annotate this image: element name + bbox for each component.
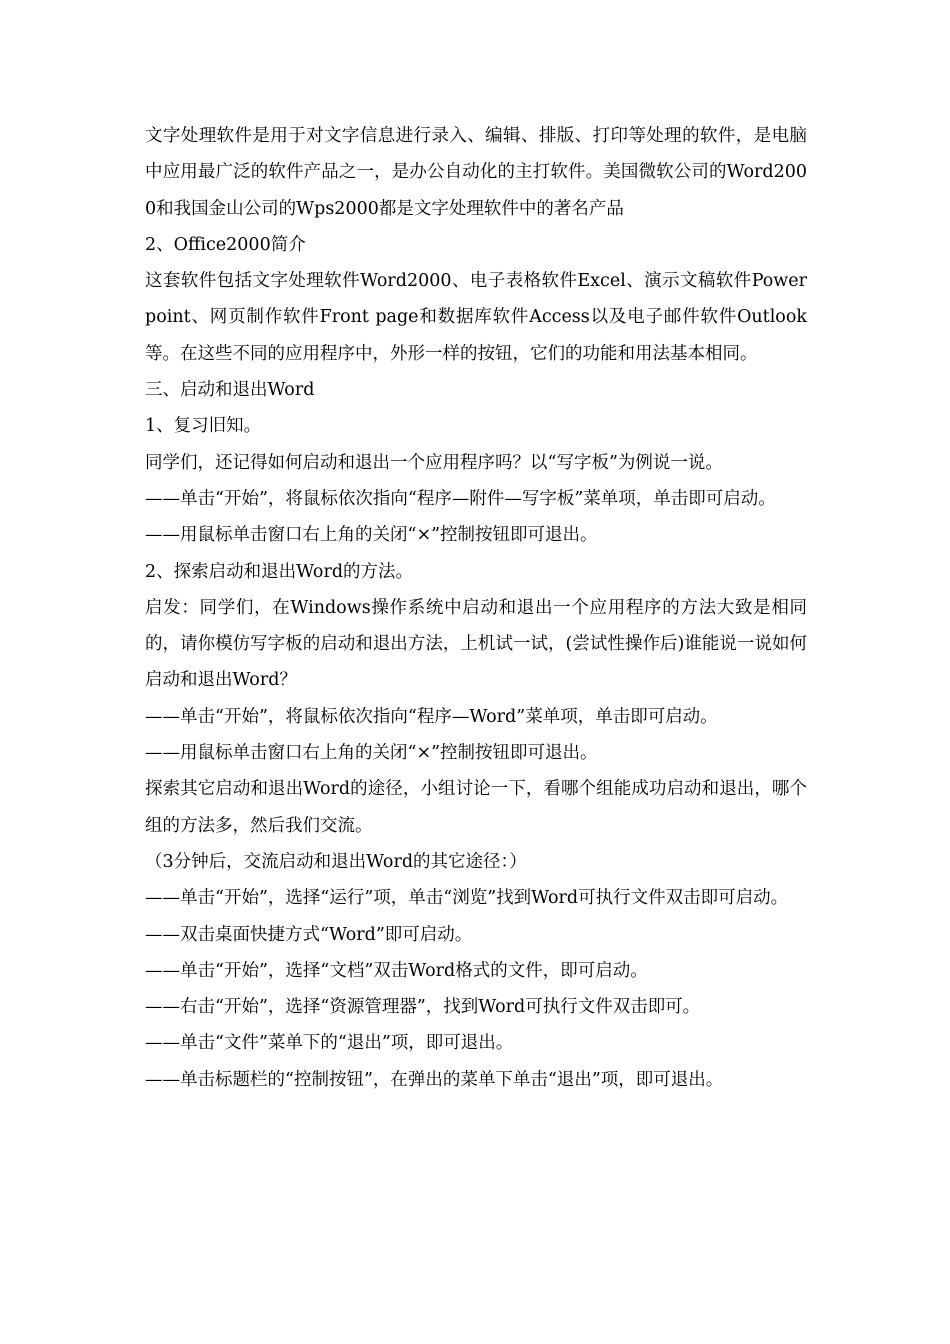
paragraph-step: ——用鼠标单击窗口右上角的关闭“×”控制按钮即可退出。 [145, 525, 598, 546]
paragraph-question: 同学们，还记得如何启动和退出一个应用程序吗？以“写字板”为例说一说。 [145, 452, 723, 473]
heading-explore: 2、探索启动和退出Word的方法。 [145, 561, 414, 582]
heading-office2000: 2、Office2000简介 [145, 234, 306, 255]
paragraph-step: ——单击“文件”菜单下的“退出”项，即可退出。 [145, 1033, 514, 1054]
paragraph-inspire: 启发：同学们，在Windows操作系统中启动和退出一个应用程序的方法大致是相同的，请你模仿写字板的启动和退出方法，上机试一试，(尝试性操作后)谁能说一说如何启动和退出Word？ [145, 597, 807, 691]
paragraph-step: ——用鼠标单击窗口右上角的关闭“×”控制按钮即可退出。 [145, 743, 598, 764]
heading-review: 1、复习旧知。 [145, 416, 262, 437]
paragraph-intro: 文字处理软件是用于对文字信息进行录入、编辑、排版、打印等处理的软件，是电脑中应用最广泛的软件产品之一，是办公自动化的主打软件。美国微软公司的Word2000和我国金山公司的Wps2000都是文字处理软件中的著名产品 [145, 126, 807, 219]
paragraph-step: ——单击“开始”，选择“运行”项，单击“浏览”找到Word可执行文件双击即可启动。 [145, 888, 789, 909]
paragraph-step: ——单击标题栏的“控制按钮”，在弹出的菜单下单击“退出”项，即可退出。 [145, 1069, 724, 1090]
paragraph-discussion: 探索其它启动和退出Word的途径，小组讨论一下，看哪个组能成功启动和退出，哪个组的方法多，然后我们交流。 [145, 779, 807, 836]
paragraph-step: ——单击“开始”，将鼠标依次指向“程序—附件—写字板”菜单项，单击即可启动。 [145, 488, 776, 509]
heading-start-exit-word: 三、启动和退出Word [145, 380, 315, 401]
paragraph-step: ——右击“开始”，选择“资源管理器”，找到Word可执行文件双击即可。 [145, 997, 701, 1018]
document-body [145, 118, 807, 1098]
paragraph-office-suite: 这套软件包括文字处理软件Word2000、电子表格软件Excel、演示文稿软件Power point、网页制作软件Front page和数据库软件Access以及电子邮件软件Outlook等。在这些不同的应用程序中，外形一样的按钮，它们的功能和用法基本相同。 [145, 271, 807, 364]
paragraph-step: ——单击“开始”，将鼠标依次指向“程序—Word”菜单项，单击即可启动。 [145, 706, 718, 727]
paragraph-step: ——双击桌面快捷方式“Word”即可启动。 [145, 924, 473, 945]
paragraph-note: （3分钟后，交流启动和退出Word的其它途径：） [145, 851, 527, 872]
paragraph-step: ——单击“开始”，选择“文档”双击Word格式的文件，即可启动。 [145, 960, 648, 981]
